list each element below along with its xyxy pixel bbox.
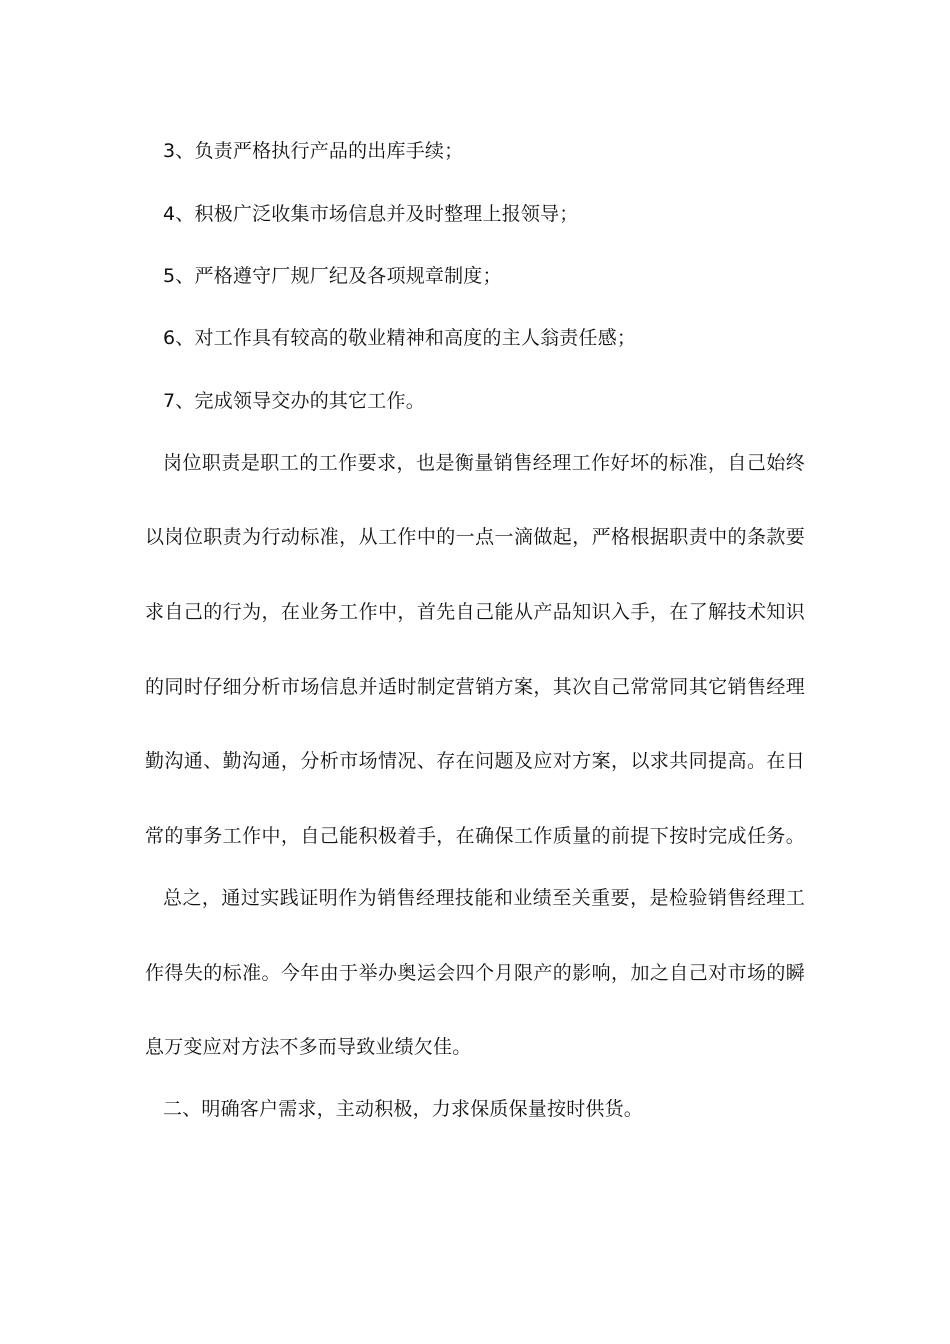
paragraph-line: 常的事务工作中，自己能积极着手，在确保工作质量的前提下按时完成任务。 <box>145 825 805 847</box>
paragraph-line: 勤沟通、勤沟通，分析市场情况、存在问题及应对方案，以求共同提高。在日 <box>145 750 805 772</box>
paragraph-line: 总之，通过实践证明作为销售经理技能和业绩至关重要，是检验销售经理工 <box>163 887 805 909</box>
section-heading: 二、明确客户需求，主动积极，力求保质保量按时供货。 <box>163 1098 644 1120</box>
paragraph-line: 息万变应对方法不多而导致业绩欠佳。 <box>145 1036 472 1058</box>
paragraph-line: 求自己的行为，在业务工作中，首先自己能从产品知识入手，在了解技术知识 <box>145 601 805 623</box>
list-item-5: 5、严格遵守厂规厂纪及各项规章制度； <box>163 265 502 287</box>
list-item-7: 7、完成领导交办的其它工作。 <box>163 390 425 412</box>
paragraph-line: 的同时仔细分析市场信息并适时制定营销方案，其次自己常常同其它销售经理 <box>145 676 805 698</box>
paragraph-line: 岗位职责是职工的工作要求，也是衡量销售经理工作好坏的标准，自己始终 <box>163 452 805 474</box>
list-item-6: 6、对工作具有较高的敬业精神和高度的主人翁责任感； <box>163 327 637 349</box>
paragraph-line: 以岗位职责为行动标准，从工作中的一点一滴做起，严格根据职责中的条款要 <box>145 526 805 548</box>
list-item-3: 3、负责严格执行产品的出库手续； <box>163 140 464 162</box>
list-item-4: 4、积极广泛收集市场信息并及时整理上报领导； <box>163 203 579 225</box>
paragraph-line: 作得失的标准。今年由于举办奥运会四个月限产的影响，加之自己对市场的瞬 <box>145 962 805 984</box>
